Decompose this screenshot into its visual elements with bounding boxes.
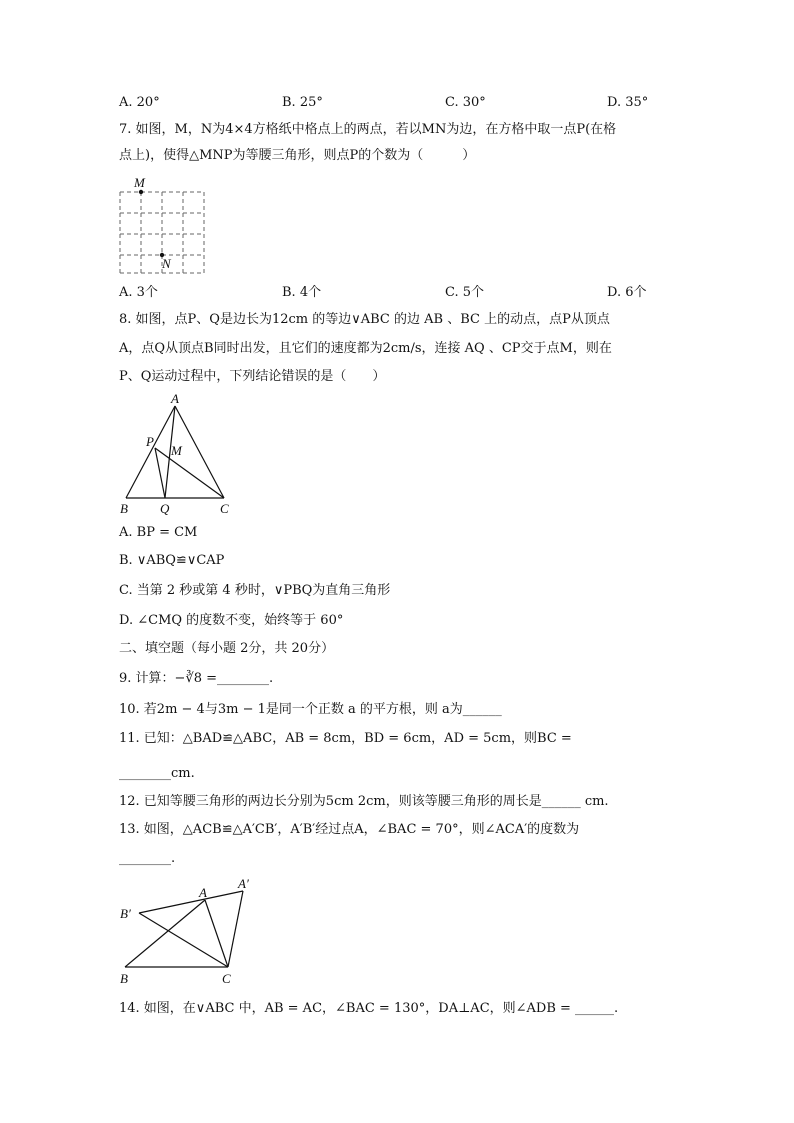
q8-option-a: A. BP = CM [119, 525, 198, 540]
q7-option-d: D. 6个 [607, 285, 647, 300]
label-c: C [220, 501, 229, 516]
q8-text-line3: P、Q运动过程中，下列结论错误的是（ ） [119, 369, 386, 384]
q6-option-c: C. 30° [445, 95, 486, 110]
q7-grid-figure [112, 172, 212, 277]
label-m: M [171, 443, 182, 458]
label-b-prime: B′ [120, 906, 131, 921]
q11-text-line1: 11. 已知：△BAD≌△ABC，AB = 8cm，BD = 6cm，AD = 5cm，则BC = [119, 731, 572, 746]
q14-text: 14. 如图，在∨ABC 中，AB = AC，∠BAC = 130°，DA⊥AC，则∠ADB = ______. [119, 1001, 619, 1016]
label-m: M [134, 175, 145, 190]
label-a-prime: A′ [238, 876, 249, 891]
q8-text-line2: A，点Q从顶点B同时出发，且它们的速度都为2cm/s，连接 AQ 、CP交于点M，则在 [119, 341, 612, 356]
q13-figure [112, 872, 262, 992]
q8-option-d: D. ∠CMQ 的度数不变，始终等于 60° [119, 613, 344, 628]
label-a: A [171, 392, 179, 406]
q7-option-b: B. 4个 [282, 285, 322, 300]
label-a: A [199, 885, 207, 900]
q7-text-line1: 7. 如图，M，N为4×4方格纸中格点上的两点，若以MN为边，在方格中取一点P(在格 [119, 122, 617, 137]
section2-heading: 二、填空题（每小题 2分，共 20分） [119, 641, 335, 656]
q12-text: 12. 已知等腰三角形的两边长分别为5cm 2cm，则该等腰三角形的周长是______ cm. [119, 794, 609, 809]
label-p: P [146, 434, 154, 449]
q7-text-line2: 点上)，使得△MNP为等腰三角形，则点P的个数为（ ） [119, 148, 476, 163]
q10-text: 10. 若2m − 4与3m − 1是同一个正数 a 的平方根，则 a为______ [119, 702, 502, 717]
q8-option-c: C. 当第 2 秒或第 4 秒时，∨PBQ为直角三角形 [119, 583, 391, 598]
q8-text-line1: 8. 如图，点P、Q是边长为12cm 的等边∨ABC 的边 AB 、BC 上的动点，点P从顶点 [119, 312, 610, 327]
q7-option-c: C. 5个 [445, 285, 485, 300]
q9-text: 9. 计算：−∛8 =________. [119, 671, 274, 686]
q6-option-a: A. 20° [119, 95, 160, 110]
q13-text-line2: ________. [119, 851, 176, 866]
q6-option-b: B. 25° [282, 95, 323, 110]
label-n: N [162, 256, 171, 271]
label-c: C [222, 971, 231, 986]
q6-option-d: D. 35° [607, 95, 649, 110]
label-b: B [120, 971, 128, 986]
q8-option-b: B. ∨ABQ≌∨CAP [119, 553, 225, 568]
q8-triangle-figure [112, 392, 242, 517]
label-q: Q [160, 501, 170, 516]
label-b: B [120, 501, 128, 516]
q7-option-a: A. 3个 [119, 285, 158, 300]
point-m [139, 190, 143, 194]
q13-text-line1: 13. 如图，△ACB≌△A′CB′，A′B′经过点A，∠BAC = 70°，则∠ACA′的度数为 [119, 822, 580, 837]
q11-text-line2: ________cm. [119, 766, 195, 781]
